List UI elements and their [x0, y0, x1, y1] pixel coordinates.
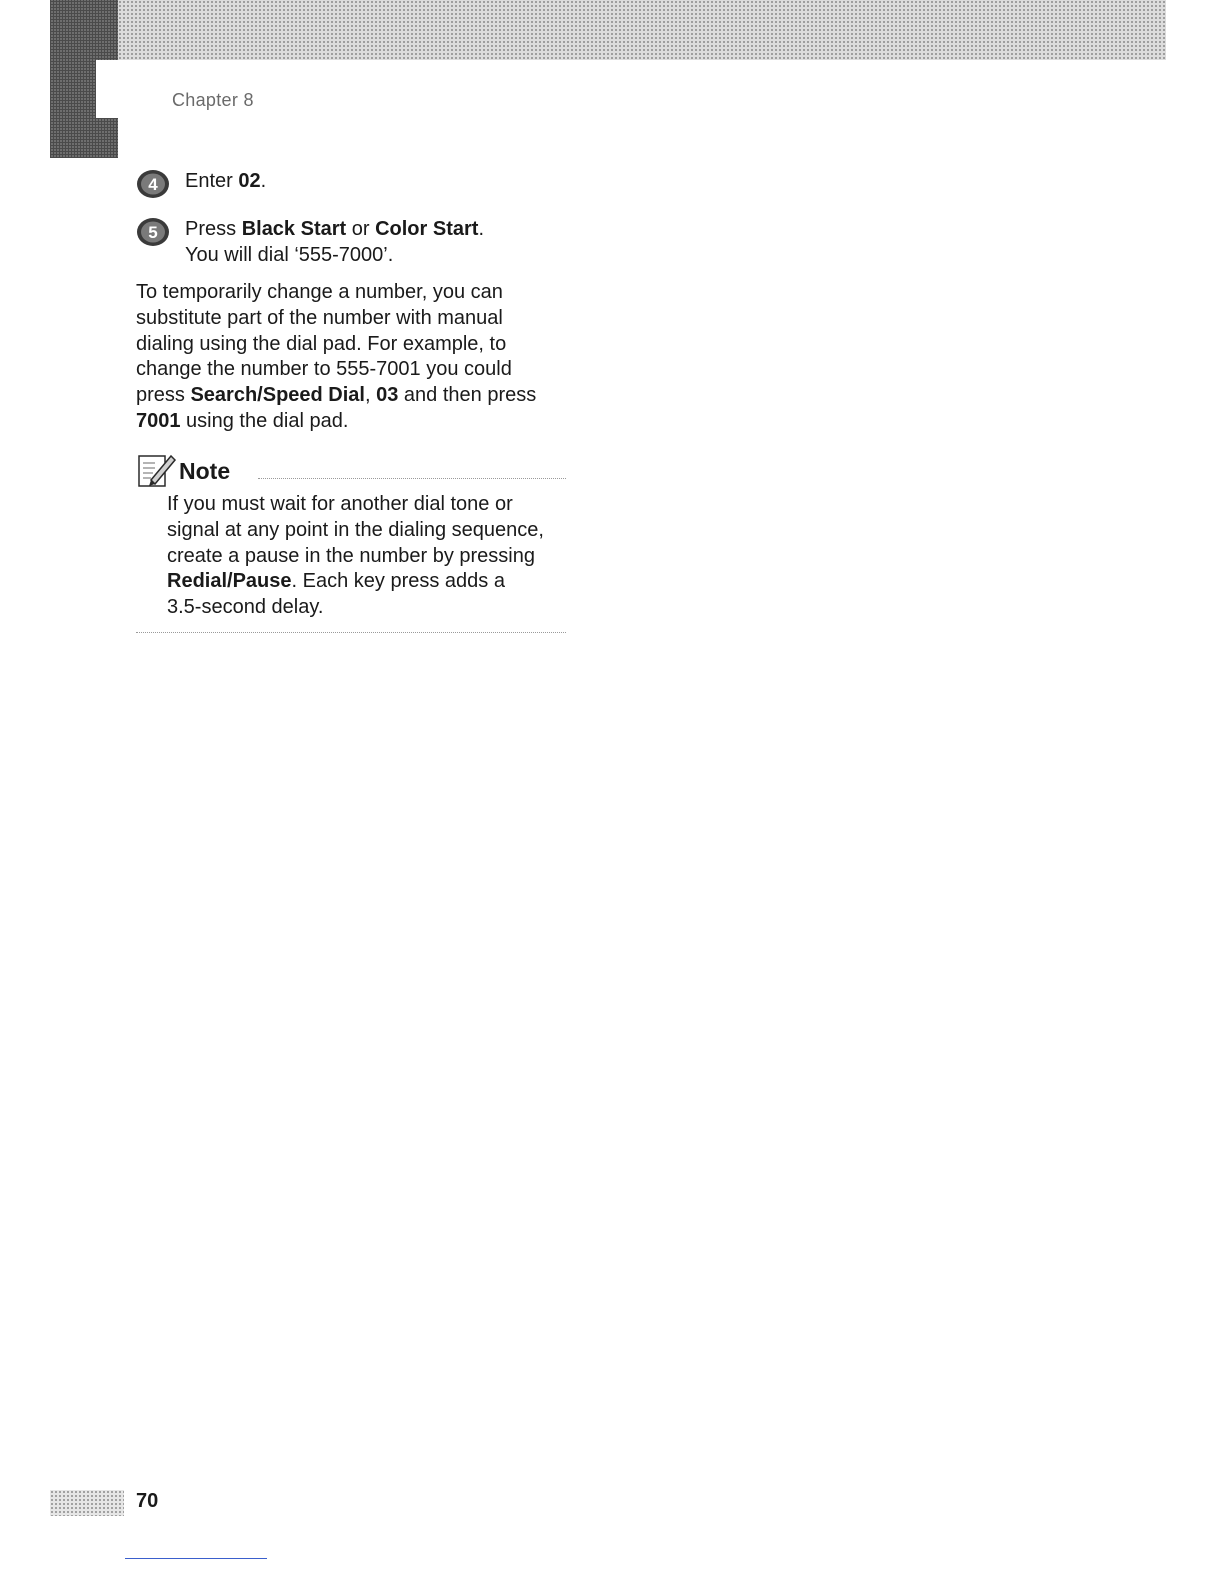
body-paragraph: [136, 280, 576, 435]
paragraph-line: dialing using the dial pad. For example, to: [136, 332, 507, 355]
step-subtext: You will dial ‘555-7000’.: [185, 244, 394, 266]
note-line: create a pause in the number by pressing: [167, 544, 535, 567]
paragraph-line: 7001 using the dial pad.: [136, 409, 349, 432]
chapter-label: Chapter 8: [172, 90, 254, 110]
note-title: Note: [179, 458, 231, 484]
note-top-divider: [258, 478, 566, 479]
step-number: 4: [148, 175, 158, 194]
note-bottom-divider: [136, 632, 566, 633]
note-line: signal at any point in the dialing sequence,: [167, 518, 544, 541]
page-number-dotted-block: [50, 1490, 124, 1516]
step-text: Press Black Start or Color Start.: [185, 218, 484, 240]
header-dotted-band: [50, 0, 1166, 60]
paragraph-line: substitute part of the number with manual: [136, 306, 503, 329]
note-line: 3.5-second delay.: [167, 596, 324, 619]
chapter-tab-notch: [96, 60, 118, 118]
paragraph-line: change the number to 555-7001 you could: [136, 358, 512, 381]
note-line: Redial/Pause. Each key press adds a: [167, 570, 505, 593]
step-text: Enter 02.: [185, 170, 267, 192]
paragraph-line: press Search/Speed Dial, 03 and then press: [136, 384, 537, 407]
note-line: If you must wait for another dial tone or: [167, 493, 513, 515]
note-body: [167, 492, 567, 621]
step-number: 5: [148, 223, 158, 242]
step-number-icon: [136, 169, 170, 199]
paragraph-line: To temporarily change a number, you can: [136, 281, 503, 303]
footer-line: [125, 1558, 267, 1559]
step-number-icon: [136, 217, 170, 247]
page-number: 70: [136, 1490, 159, 1512]
note-pencil-icon: [137, 452, 177, 488]
